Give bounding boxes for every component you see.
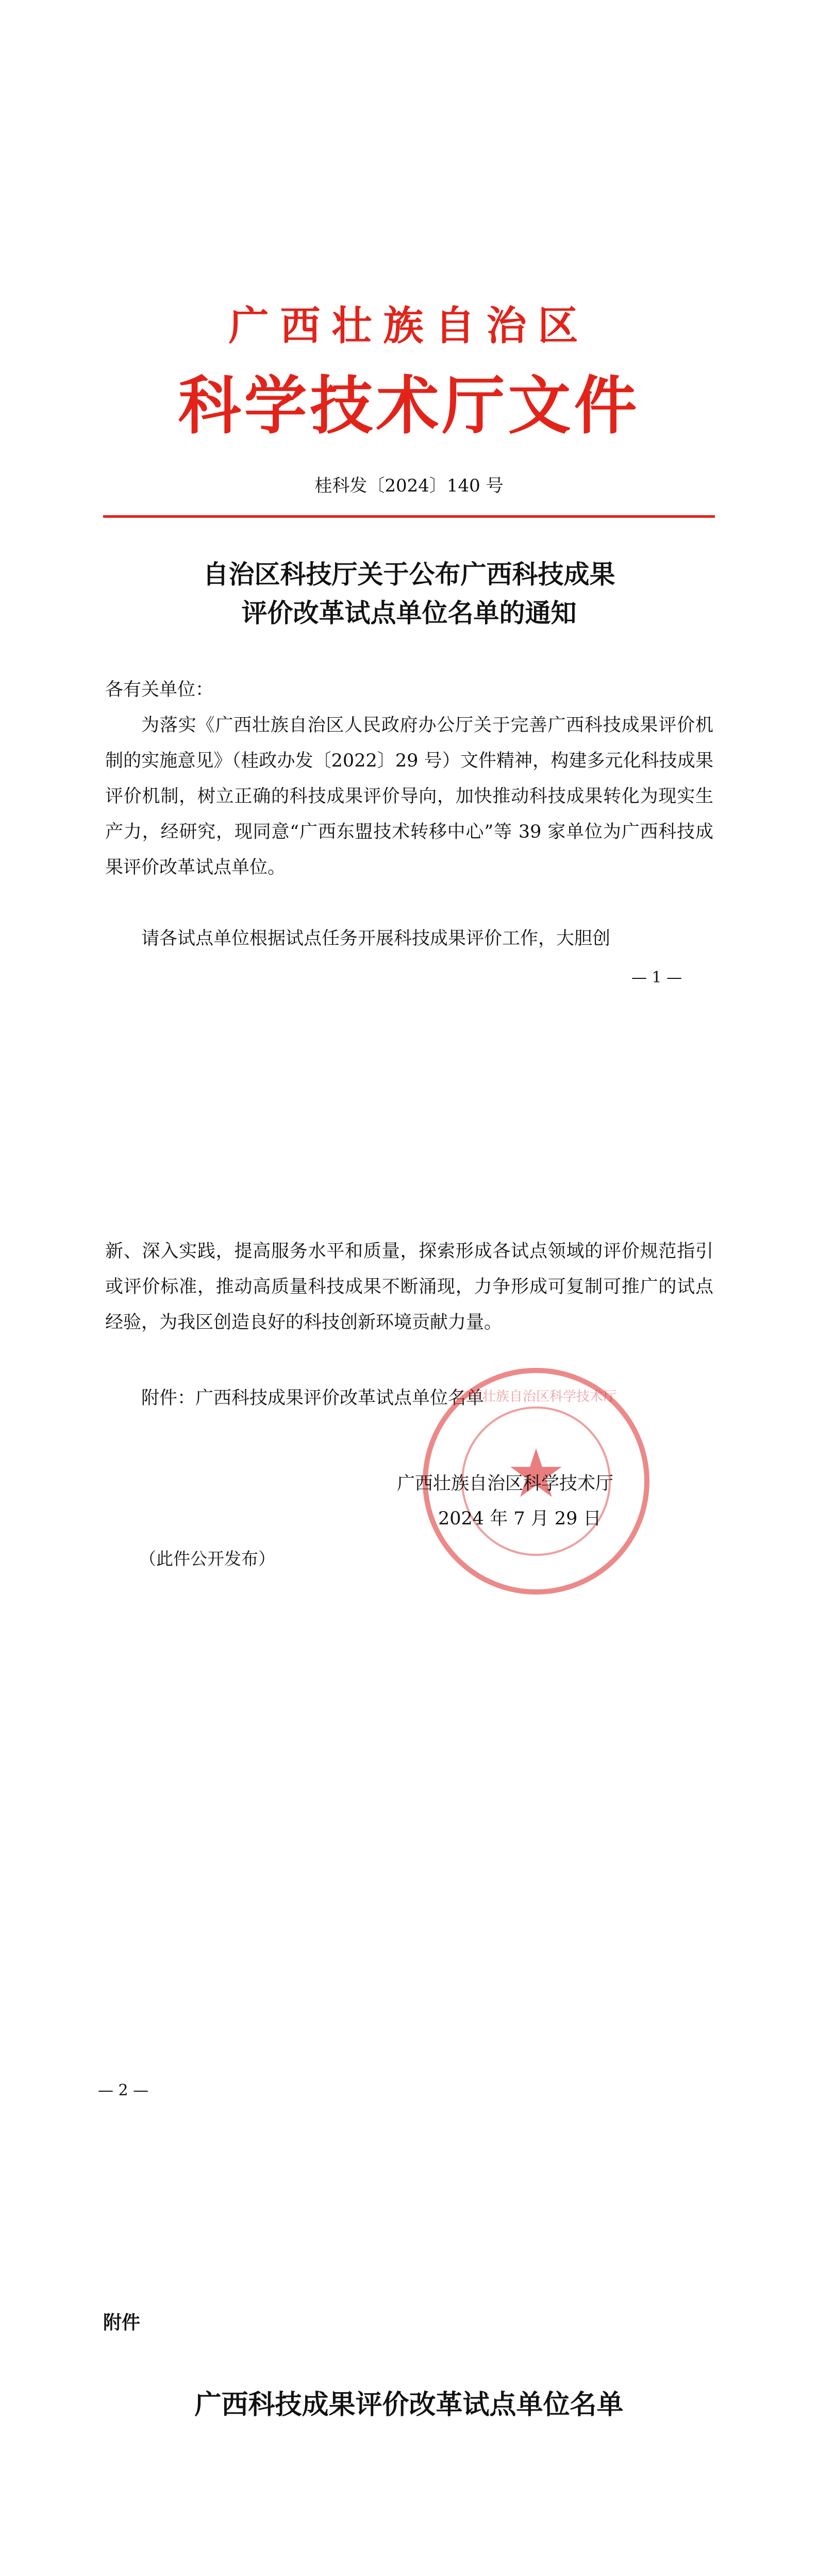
document-type-header: 科学技术厅文件 (178, 369, 640, 443)
attachment-label: 附件 (103, 2312, 141, 2333)
body-paragraph-2-continued: 新、深入实践，提高服务水平和质量，探索形成各试点领域的评价规范指引或评价标准，推动高质量科技成果不断涌现，力争形成可复制可推广的试点经验，为我区创造良好的科技创新环境贡献力量。 (105, 1241, 713, 1333)
official-seal-text: 广西壮族自治区科学技术厅 (455, 1389, 616, 1404)
seal-star-icon: ★ (506, 1434, 566, 1513)
attachment-note: 附件：广西科技成果评价改革试点单位名单 (141, 1388, 485, 1409)
signature-date: 2024 年 7 月 29 日 (438, 1509, 602, 1529)
attachment-title: 广西科技成果评价改革试点单位名单 (194, 2389, 624, 2420)
page-break (0, 1036, 818, 1049)
page-number-2: — 2 — (98, 2081, 149, 2099)
signature-organization: 广西壮族自治区科学技术厅 (397, 1473, 614, 1494)
document-number: 桂科发〔2024〕140 号 (314, 476, 504, 496)
page-number-1: — 1 — (631, 969, 682, 987)
page-break (0, 2154, 818, 2167)
red-separator-line (103, 515, 715, 518)
notice-title-line1: 自治区科技厅关于公布广西科技成果 (203, 560, 615, 589)
body-paragraph-2-start: 请各试点单位根据试点任务开展科技成果评价工作，大胆创 (141, 928, 611, 949)
salutation: 各有关单位： (105, 680, 214, 700)
release-note: （此件公开发布） (139, 1549, 275, 1569)
notice-title-line2: 评价改革试点单位名单的通知 (241, 598, 577, 628)
agency-name-header: 广西壮族自治区 (228, 303, 590, 349)
body-paragraph-1: 为落实《广西壮族自治区人民政府办公厅关于完善广西科技成果评价机制的实施意见》（桂政办发〔2022〕29 号）文件精神，构建多元化科技成果评价机制，树立正确的科技成果评价导向，加快推动科技成果转化为现实生产力，经研究，现同意“广西东盟技术转移中心”等 39 家单位为广西科技成果评价改革试点单位。 (105, 715, 713, 878)
